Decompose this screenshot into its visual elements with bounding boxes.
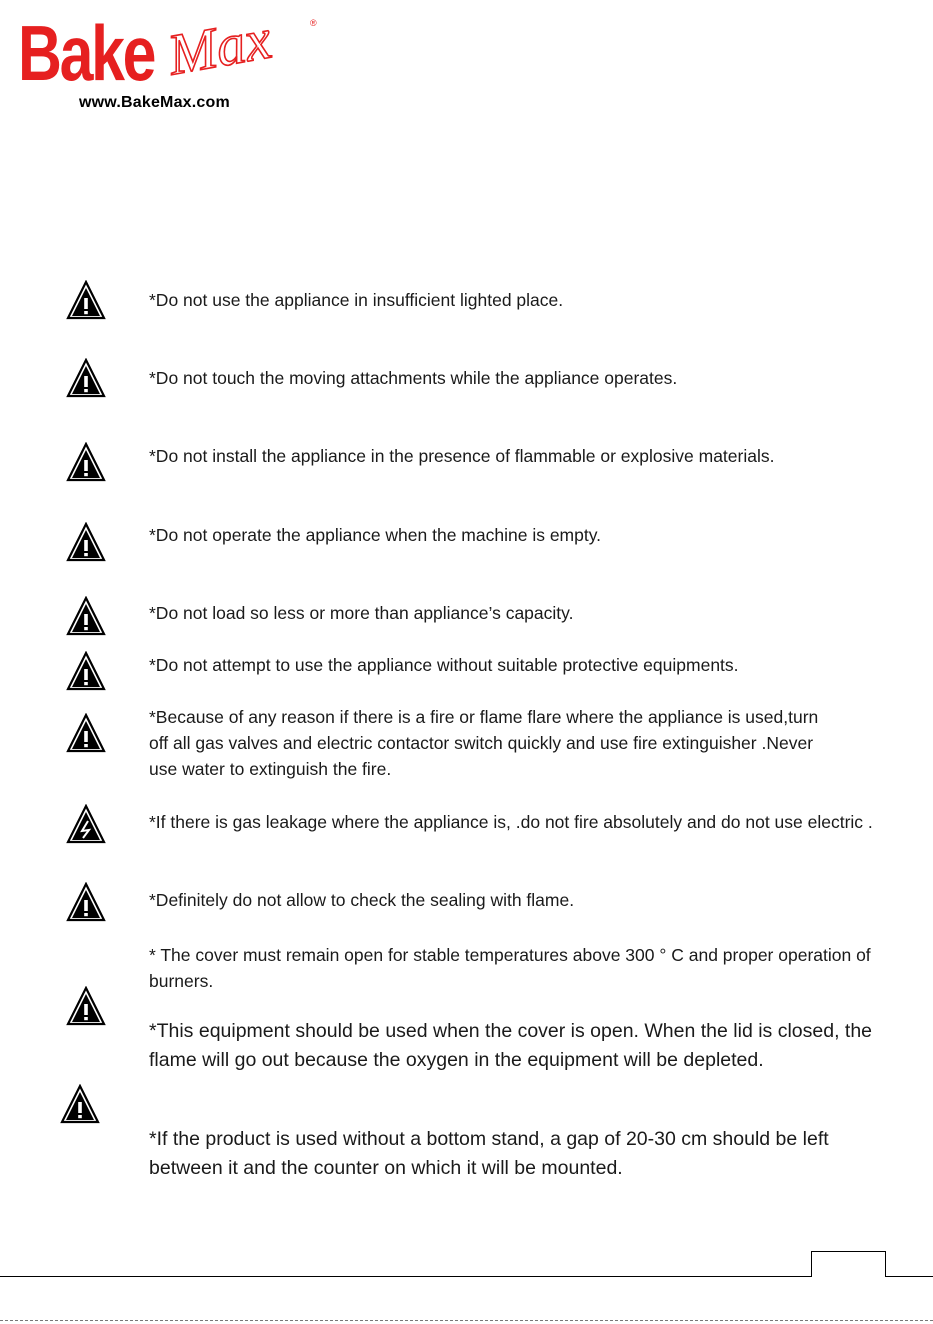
warning-text: *Do not install the appliance in the presence of flammable or explosive materials. bbox=[149, 446, 775, 466]
logo-bake-text: Bake bbox=[18, 9, 155, 97]
warning-text: *If there is gas leakage where the appliance is, .do not fire absolutely and do not use electric . bbox=[149, 812, 873, 832]
warning-text: *This equipment should be used when the cover is open. When the lid is closed, the flame will go out because the oxygen in the equipment will be depleted. bbox=[149, 1020, 873, 1071]
warning-triangle-icon bbox=[66, 986, 106, 1026]
warning-text: *Do not attempt to use the appliance without suitable protective equipments. bbox=[149, 655, 739, 675]
warning-triangle-icon bbox=[66, 596, 106, 636]
warning-text: *Because of any reason if there is a fire or flame flare where the appliance is used,turn off all gas valves and electric contactor switch quickly and use fire extinguisher .Never use water to extinguish the fire. bbox=[149, 707, 819, 779]
warning-text: *Do not operate the appliance when the machine is empty. bbox=[149, 525, 602, 545]
warning-text: * The cover must remain open for stable temperatures above 300 ° C and proper operation of burners. bbox=[149, 945, 871, 991]
warning-triangle-icon bbox=[66, 713, 106, 753]
logo-max-script: Max bbox=[163, 5, 276, 88]
page-number-box bbox=[811, 1251, 886, 1277]
warning-triangle-icon bbox=[66, 358, 106, 398]
footer-rule bbox=[886, 1276, 933, 1277]
warning-triangle-icon bbox=[66, 651, 106, 691]
warning-triangle-icon bbox=[60, 1084, 100, 1124]
warning-text: *Do not touch the moving attachments while the appliance operates. bbox=[149, 368, 678, 388]
warning-triangle-icon bbox=[66, 522, 106, 562]
electric-warning-icon bbox=[66, 804, 106, 844]
bakemax-logo bbox=[18, 5, 328, 97]
warning-text: *Do not load so less or more than appliance’s capacity. bbox=[149, 603, 574, 623]
warning-triangle-icon bbox=[66, 882, 106, 922]
warning-triangle-icon bbox=[66, 280, 106, 320]
registered-mark: ® bbox=[310, 18, 317, 28]
page-edge bbox=[0, 1320, 933, 1321]
footer-rule bbox=[0, 1276, 812, 1277]
warning-triangle-icon bbox=[66, 442, 106, 482]
website-url: www.BakeMax.com bbox=[79, 94, 230, 111]
warning-text: *Do not use the appliance in insufficient lighted place. bbox=[149, 290, 564, 310]
warning-text: *Definitely do not allow to check the sealing with flame. bbox=[149, 890, 575, 910]
warning-text: *If the product is used without a bottom stand, a gap of 20-30 cm should be left between it and the counter on which it will be mounted. bbox=[149, 1128, 829, 1179]
